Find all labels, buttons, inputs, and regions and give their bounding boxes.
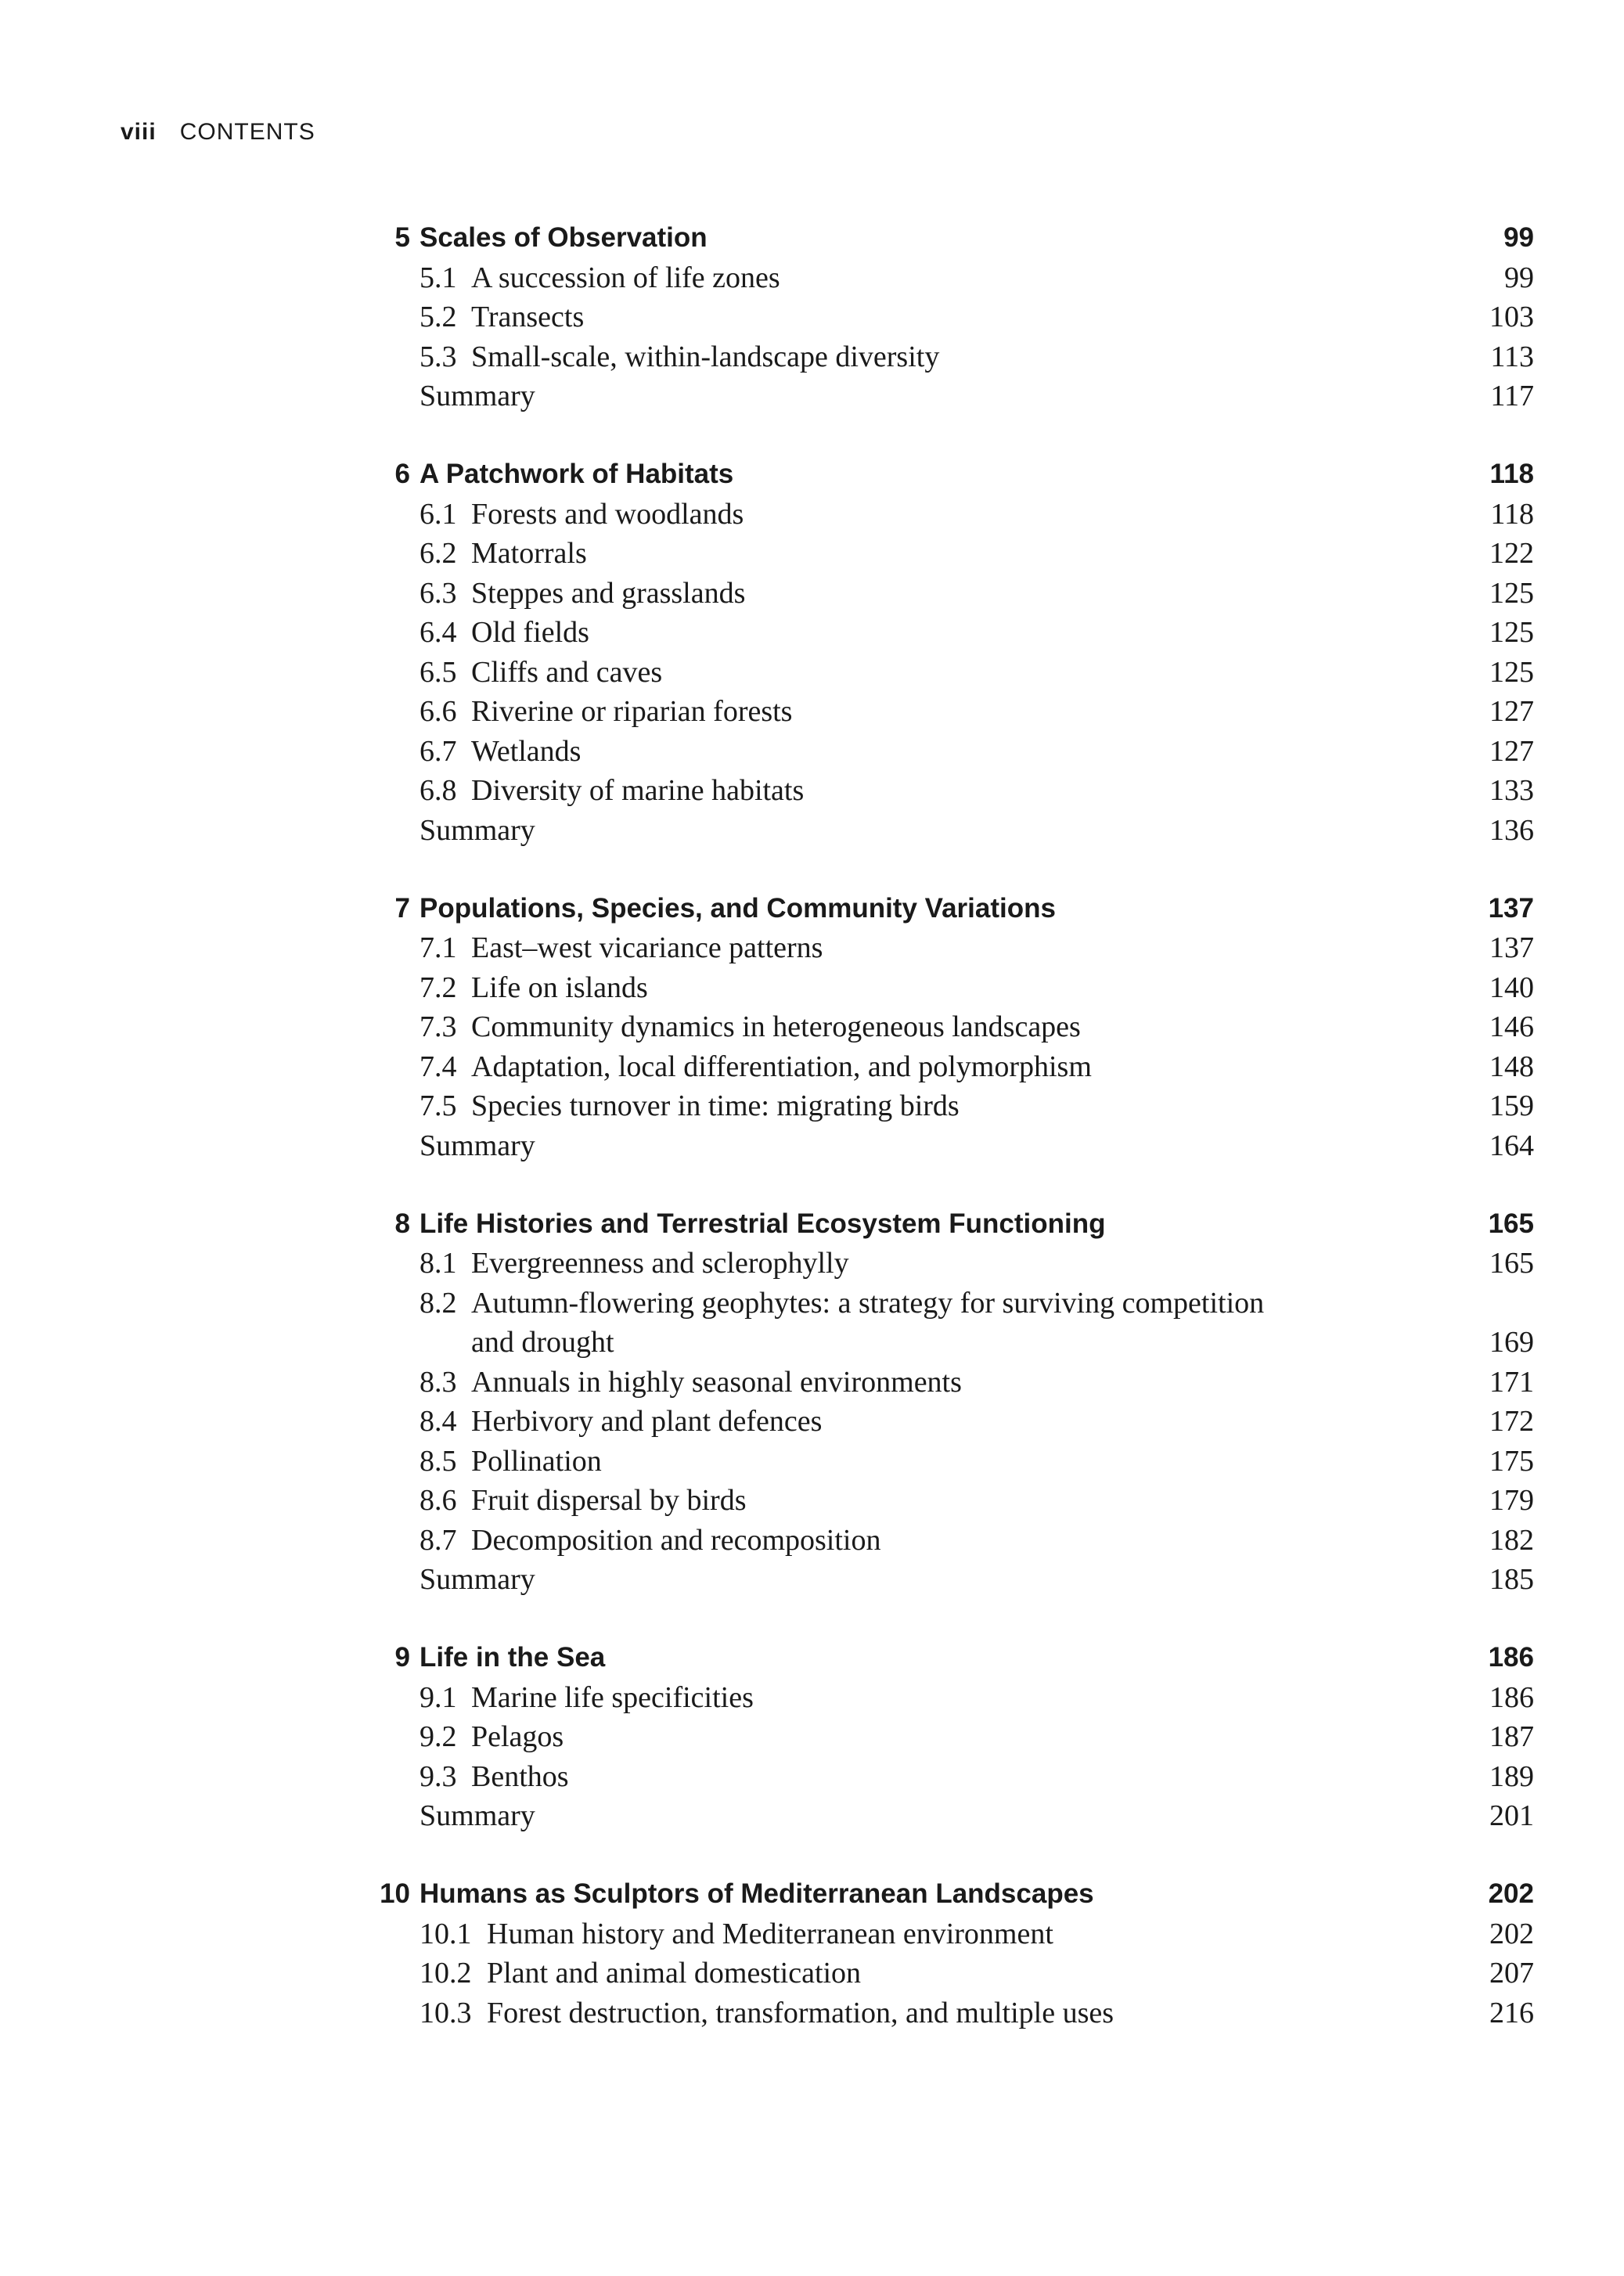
section-title: Autumn-flowering geophytes: a strategy for surviving competition <box>471 1286 1265 1320</box>
chapter-block <box>329 455 1534 850</box>
toc-entry[interactable] <box>329 1717 1534 1757</box>
section-entry-text <box>420 1521 880 1561</box>
section-entry-text <box>420 1363 962 1403</box>
section-number: 6.8 <box>420 774 457 807</box>
section-number: 9.3 <box>420 1759 457 1793</box>
toc-entry[interactable] <box>329 337 1534 377</box>
section-title: East–west vicariance patterns <box>471 931 823 964</box>
section-number: 6.7 <box>420 734 457 768</box>
chapter-heading[interactable] <box>329 218 1534 258</box>
section-number: 6.1 <box>420 497 457 531</box>
chapter-heading[interactable] <box>329 1874 1534 1914</box>
section-page: 171 <box>1489 1365 1534 1399</box>
section-title: Annuals in highly seasonal environments <box>471 1365 962 1399</box>
section-page: 127 <box>1489 695 1534 728</box>
section-number: 10.1 <box>420 1917 472 1950</box>
toc-entry[interactable] <box>329 297 1534 337</box>
section-entry-text <box>420 534 587 574</box>
section-title: Forest destruction, transformation, and multiple uses <box>487 1996 1114 2029</box>
section-entry-text <box>420 1678 754 1718</box>
section-entry-text <box>420 574 745 614</box>
section-title: Summary <box>420 380 535 412</box>
chapter-title: Life in the Sea <box>420 1642 606 1673</box>
section-entry-text <box>420 1560 535 1600</box>
section-page: 165 <box>1489 1247 1534 1280</box>
section-page: 103 <box>1489 301 1534 333</box>
section-title: Diversity of marine habitats <box>471 774 805 807</box>
section-number: 6.6 <box>420 695 457 728</box>
section-number: 6.2 <box>420 537 457 570</box>
section-number: 10.2 <box>420 1957 472 1990</box>
section-entry-text <box>420 1757 569 1797</box>
chapter-page: 137 <box>1488 892 1534 924</box>
toc-entry[interactable] <box>329 732 1534 772</box>
chapter-heading[interactable] <box>329 1638 1534 1678</box>
section-title: Summary <box>420 1799 535 1832</box>
toc-entry[interactable] <box>329 653 1534 693</box>
section-number: 8.1 <box>420 1247 457 1280</box>
section-page: 172 <box>1489 1405 1534 1438</box>
section-page: 187 <box>1489 1720 1534 1753</box>
section-number: 5.3 <box>420 340 457 373</box>
chapter-block <box>329 889 1534 1166</box>
page-folio: viii <box>121 119 157 145</box>
running-head <box>121 119 315 146</box>
section-number: 8.7 <box>420 1523 457 1557</box>
section-page: 179 <box>1489 1484 1534 1517</box>
section-title: Cliffs and caves <box>471 655 663 689</box>
section-number: 9.1 <box>420 1680 457 1714</box>
section-number: 9.2 <box>420 1720 457 1753</box>
section-page: 137 <box>1489 931 1534 964</box>
section-entry-text <box>420 811 535 851</box>
section-title: Community dynamics in heterogeneous landscapes <box>471 1010 1081 1043</box>
toc-entry[interactable] <box>329 1678 1534 1718</box>
section-title: Old fields <box>471 616 589 649</box>
section-entry-text <box>420 1442 602 1482</box>
toc-entry-continuation[interactable] <box>329 1323 1534 1363</box>
toc-entry[interactable] <box>329 811 1534 851</box>
section-entry-text <box>420 1007 1081 1047</box>
section-entry-text <box>420 1717 564 1757</box>
section-entry-text <box>420 653 662 693</box>
section-page: 127 <box>1489 734 1534 768</box>
section-page: 185 <box>1489 1563 1534 1596</box>
section-page: 125 <box>1489 616 1534 649</box>
toc-entry[interactable] <box>329 1086 1534 1126</box>
section-title: Life on islands <box>471 971 648 1004</box>
toc-entry[interactable] <box>329 771 1534 811</box>
chapter-title: Humans as Sculptors of Mediterranean Landscapes <box>420 1878 1094 1909</box>
toc-entry[interactable] <box>329 1954 1534 1993</box>
section-page: 125 <box>1489 576 1534 610</box>
section-page: 122 <box>1489 537 1534 570</box>
section-number: 8.2 <box>420 1286 457 1320</box>
toc-entry[interactable] <box>329 1796 1534 1836</box>
section-page: 169 <box>1489 1326 1534 1359</box>
chapter-title: A Patchwork of Habitats <box>420 459 734 489</box>
section-number: 8.4 <box>420 1405 457 1438</box>
table-of-contents <box>329 218 1534 2072</box>
chapter-page: 202 <box>1488 1878 1534 1909</box>
section-entry-text <box>420 1126 535 1166</box>
section-number: 7.5 <box>420 1089 457 1122</box>
chapter-heading[interactable] <box>329 1205 1534 1244</box>
chapter-number: 7 <box>394 892 410 924</box>
toc-entry[interactable] <box>329 495 1534 535</box>
section-entry-text <box>420 337 939 377</box>
section-number: 7.3 <box>420 1010 457 1043</box>
chapter-block <box>329 1205 1534 1600</box>
section-entry-text <box>420 771 804 811</box>
toc-entry[interactable] <box>329 534 1534 574</box>
section-title: Human history and Mediterranean environment <box>487 1917 1053 1950</box>
section-entry-text <box>420 1914 1053 1954</box>
section-entry-text <box>420 376 535 416</box>
section-entry-text <box>420 297 584 337</box>
toc-entry[interactable] <box>329 1047 1534 1087</box>
section-title: Marine life specificities <box>471 1680 754 1714</box>
section-entry-text <box>420 1086 960 1126</box>
section-page: 133 <box>1489 774 1534 807</box>
chapter-number: 8 <box>394 1208 410 1239</box>
section-page: 140 <box>1489 971 1534 1004</box>
section-number: 10.3 <box>420 1996 472 2029</box>
toc-entry[interactable] <box>329 968 1534 1008</box>
section-entry-text <box>420 613 589 653</box>
section-number: 5.1 <box>420 261 457 294</box>
toc-entry[interactable] <box>329 1402 1534 1442</box>
section-entry-text <box>420 928 823 968</box>
section-title: Evergreenness and sclerophylly <box>471 1247 849 1280</box>
section-page: 136 <box>1489 813 1534 847</box>
section-entry-text <box>420 732 581 772</box>
toc-entry[interactable] <box>329 613 1534 653</box>
section-page: 164 <box>1489 1129 1534 1162</box>
section-entry-text <box>420 1284 1264 1323</box>
section-page: 117 <box>1490 380 1534 412</box>
section-page: 146 <box>1489 1010 1534 1043</box>
section-page: 189 <box>1489 1759 1534 1793</box>
toc-entry[interactable] <box>329 692 1534 732</box>
section-entry-text <box>420 495 744 535</box>
section-title: Matorrals <box>471 537 587 570</box>
toc-entry[interactable] <box>329 376 1534 416</box>
toc-entry[interactable] <box>329 1442 1534 1482</box>
section-page: 175 <box>1489 1444 1534 1478</box>
section-entry-text <box>420 1993 1114 2033</box>
section-page: 125 <box>1489 655 1534 689</box>
section-entry-text <box>420 1047 1092 1087</box>
section-entry-text <box>420 1481 746 1521</box>
section-number: 8.6 <box>420 1484 457 1517</box>
toc-entry[interactable] <box>329 928 1534 968</box>
section-number: 6.4 <box>420 616 457 649</box>
section-number: 8.5 <box>420 1444 457 1478</box>
section-entry-text <box>420 1954 861 1993</box>
toc-entry[interactable] <box>329 1560 1534 1600</box>
section-page: 113 <box>1490 340 1534 373</box>
chapter-number: 5 <box>394 222 410 253</box>
section-page: 159 <box>1489 1089 1534 1122</box>
section-page: 148 <box>1489 1050 1534 1083</box>
running-head-label: CONTENTS <box>179 119 315 145</box>
chapter-page: 118 <box>1489 459 1534 489</box>
toc-entry[interactable] <box>329 1481 1534 1521</box>
toc-entry[interactable] <box>329 1126 1534 1166</box>
section-title: Riverine or riparian forests <box>471 695 793 728</box>
section-page: 186 <box>1489 1680 1534 1714</box>
toc-entry[interactable] <box>329 1363 1534 1403</box>
chapter-number: 9 <box>394 1642 410 1673</box>
section-title: Species turnover in time: migrating birds <box>471 1089 960 1122</box>
section-number: 7.2 <box>420 971 457 1004</box>
section-entry-text <box>420 1244 849 1284</box>
section-title: Pelagos <box>471 1720 564 1753</box>
section-title: Forests and woodlands <box>471 497 744 531</box>
section-page: 207 <box>1489 1957 1534 1990</box>
section-page: 118 <box>1490 497 1534 531</box>
section-title-continuation: and drought <box>471 1326 614 1359</box>
section-entry-text <box>420 968 648 1008</box>
toc-entry[interactable] <box>329 1757 1534 1797</box>
toc-entry[interactable] <box>329 1244 1534 1284</box>
toc-entry[interactable] <box>329 258 1534 298</box>
section-title: Wetlands <box>471 734 582 768</box>
section-title: A succession of life zones <box>471 261 780 294</box>
section-number: 6.3 <box>420 576 457 610</box>
section-title: Summary <box>420 1129 535 1162</box>
toc-entry[interactable] <box>329 1521 1534 1561</box>
section-number: 6.5 <box>420 655 457 689</box>
chapter-block <box>329 1874 1534 2033</box>
section-title: Benthos <box>471 1759 569 1793</box>
section-number: 7.4 <box>420 1050 457 1083</box>
section-page: 202 <box>1489 1917 1534 1950</box>
section-title: Fruit dispersal by birds <box>471 1484 747 1517</box>
section-title: Summary <box>420 813 535 847</box>
section-number: 5.2 <box>420 301 457 333</box>
chapter-title: Populations, Species, and Community Variations <box>420 892 1056 924</box>
chapter-page: 186 <box>1488 1642 1534 1673</box>
section-entry-text <box>420 1402 822 1442</box>
section-title: Transects <box>471 301 585 333</box>
section-title: Herbivory and plant defences <box>471 1405 823 1438</box>
chapter-number: 6 <box>394 459 410 489</box>
section-entry-text <box>420 1796 535 1836</box>
chapter-title: Life Histories and Terrestrial Ecosystem Functioning <box>420 1208 1106 1239</box>
section-page: 99 <box>1504 261 1534 294</box>
chapter-heading[interactable] <box>329 889 1534 929</box>
section-number: 7.1 <box>420 931 457 964</box>
section-entry-text <box>420 692 792 732</box>
section-page: 216 <box>1489 1996 1534 2029</box>
toc-entry[interactable] <box>329 574 1534 614</box>
section-number: 8.3 <box>420 1365 457 1399</box>
section-entry-text <box>420 258 780 298</box>
toc-entry[interactable] <box>329 1284 1534 1323</box>
section-title: Steppes and grasslands <box>471 576 746 610</box>
toc-entry[interactable] <box>329 1007 1534 1047</box>
chapter-title: Scales of Observation <box>420 222 708 253</box>
section-page: 182 <box>1489 1523 1534 1557</box>
toc-entry[interactable] <box>329 1993 1534 2033</box>
chapter-heading[interactable] <box>329 455 1534 495</box>
section-title: Small-scale, within-landscape diversity <box>471 340 940 373</box>
chapter-block <box>329 218 1534 416</box>
chapter-number: 10 <box>380 1878 410 1909</box>
chapter-page: 99 <box>1503 222 1534 253</box>
section-title: Summary <box>420 1563 535 1596</box>
section-title: Adaptation, local differentiation, and polymorphism <box>471 1050 1092 1083</box>
chapter-page: 165 <box>1488 1208 1534 1239</box>
section-title: Plant and animal domestication <box>487 1957 862 1990</box>
section-title: Pollination <box>471 1444 602 1478</box>
section-title: Decomposition and recomposition <box>471 1523 881 1557</box>
toc-entry[interactable] <box>329 1914 1534 1954</box>
chapter-block <box>329 1638 1534 1836</box>
section-page: 201 <box>1489 1799 1534 1832</box>
